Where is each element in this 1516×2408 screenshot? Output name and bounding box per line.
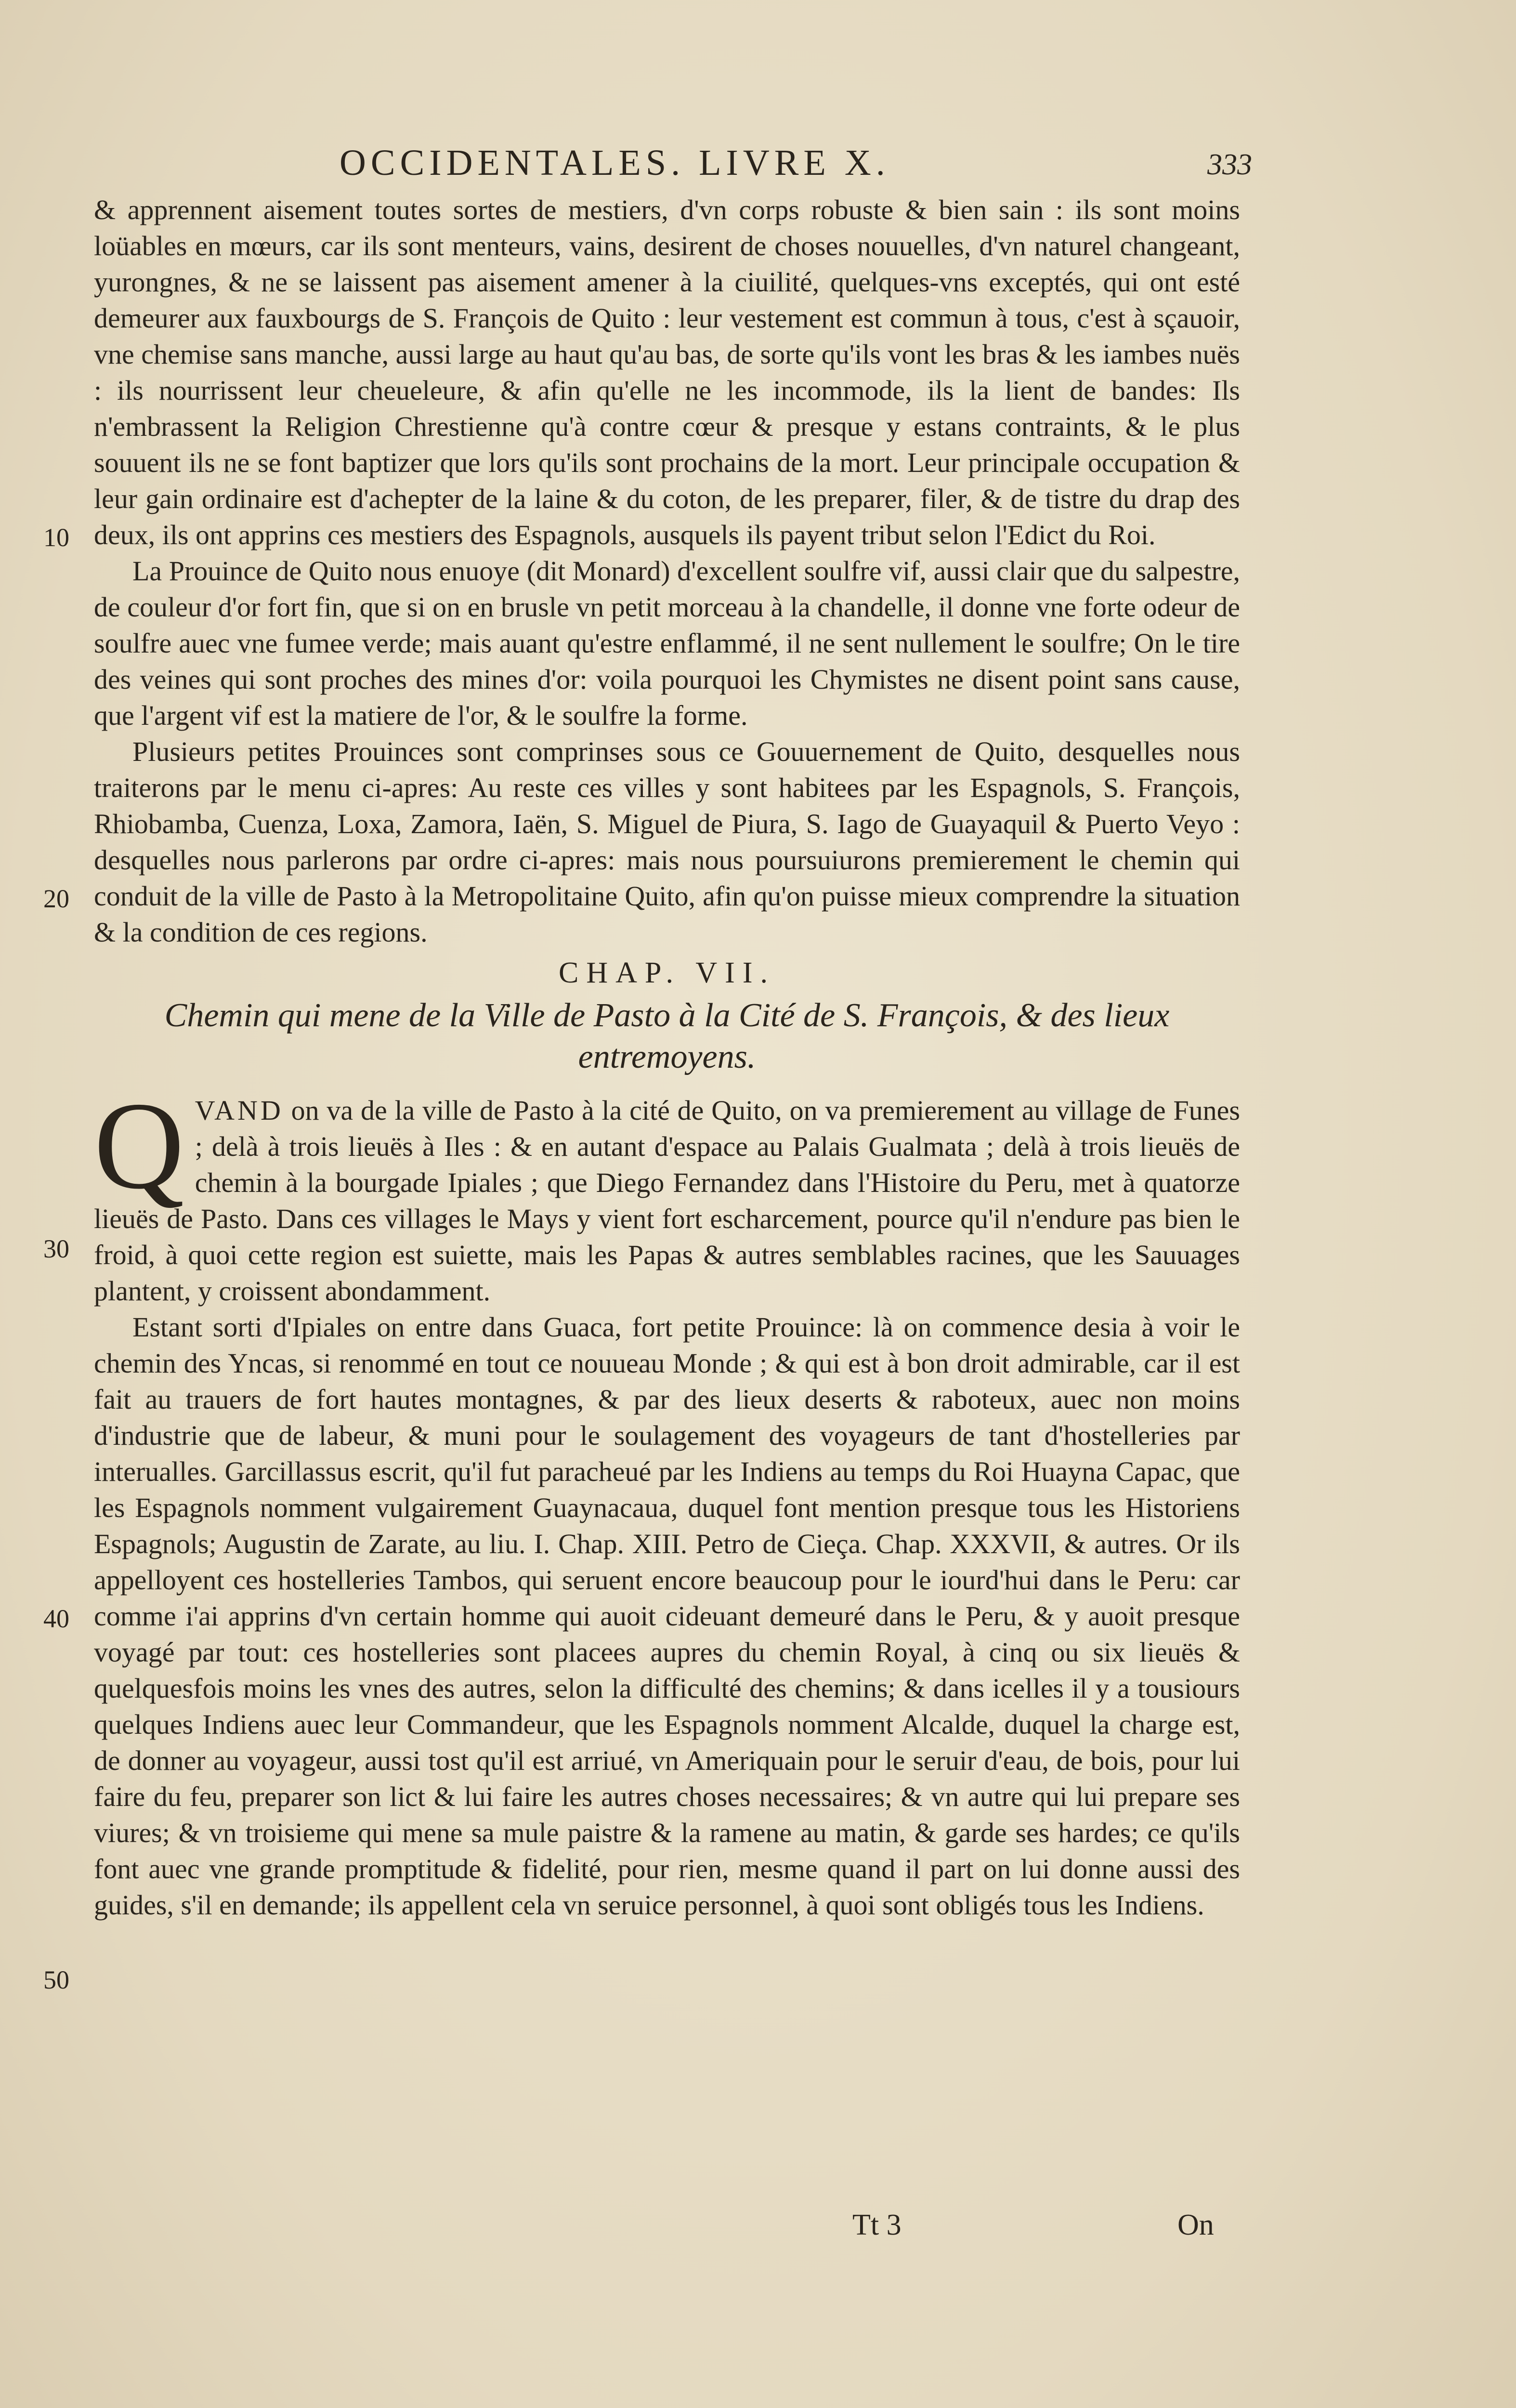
line-number: 50 [43,1965,69,1994]
line-number: 30 [43,1234,69,1263]
line-number: 10 [43,523,69,552]
body-text [94,192,1240,1923]
page-header [96,142,1252,185]
catchword: On [1177,2209,1214,2241]
paragraph: La Prouince de Quito nous enuoye (dit Monard) d'excellent soulfre vif, aussi clair que du salpestre, de couleur d'or fort fin, que si on en brusle vn petit morceau à la chandelle, il donne vne forte odeur de soulfre auec vne fumee verde; mais auant qu'estre enflammé, il ne sent nullement le soulfre; On le tire des veines qui sont proches des mines d'or: voila pourquoi les Chymistes ne disent point sans cause, que l'argent vif est la matiere de l'or, & le soulfre la forme. [94,555,1240,731]
line-number: 40 [43,1604,69,1633]
line-number: 20 [43,884,69,913]
chapter-title: Chemin qui mene de la Ville de Pasto à la Cité de S. François, & des lieux entremoyens. [164,997,1170,1075]
signature-mark: Tt 3 [852,2209,902,2241]
lead-word: VAND [195,1095,284,1126]
page-number: 333 [1207,148,1252,181]
drop-cap: Q [94,1076,184,1215]
paragraph: & apprennent aisement toutes sortes de mestiers, d'vn corps robuste & bien sain : ils sont moins loüables en mœurs, car ils sont menteurs, vains, desirent de choses nouuelles, d'vn naturel changeant, yurongnes, & ne se laissent pas aisement amener à la ciuilité, quelques-vns exceptés, qui ont esté demeurer aux fauxbourgs de S. François de Quito : leur vestement est commun à tous, c'est à sçauoir, vne chemise sans manche, aussi large au haut qu'au bas, de sorte qu'ils vont les bras & les iambes nuës : ils nourrissent leur cheueleure, & afin qu'elle ne les incommode, ils la lient de bandes: Ils n'embrassent la Religion Chrestienne qu'à contre cœur & presque y estans contraints, & le plus souuent ils ne se font baptizer que lors qu'ils sont prochains de la mort. Leur principale occupation & leur gain ordinaire est d'achepter de la laine & du coton, de les preparer, filer, & de tistre du drap des deux, ils ont apprins ces mestiers des Espagnols, ausquels ils payent tribut selon l'Edict du Roi. [94,194,1240,550]
paragraph [94,1076,1240,1309]
chapter-label: CHAP. VII. [559,956,775,989]
paragraph: Estant sorti d'Ipiales on entre dans Guaca, fort petite Prouince: là on commence desia à voir le chemin des Yncas, si renommé en tout ce nouueau Monde ; & qui est à bon droit admirable, car il est fait au trauers de fort hautes montagnes, & par des lieux deserts & raboteux, auec non moins d'industrie que de labeur, & muni pour le soulagement des voyageurs de tant d'hostelleries par interualles. Garcillassus escrit, qu'il fut paracheué par les Indiens au temps du Roi Huayna Capac, que les Espagnols nomment vulgairement Guaynacaua, duquel font mention presque tous les Historiens Espagnols; Augustin de Zarate, au liu. I. Chap. XIII. Petro de Cieça. Chap. XXXVII, & autres. Or ils appelloyent ces hostelleries Tambos, qui seruent encore beaucoup pour le iourd'hui dans le Peru: car comme i'ai apprins d'vn certain homme qui auoit cideuant demeuré dans le Peru, & y auoit presque voyagé par tout: ces hostelleries sont placees aupres du chemin Royal, à cinq ou six lieuës & quelquesfois moins les vnes des autres, selon la difficulté des chemins; & dans icelles il y a tousiours quelques Indiens auec leur Commandeur, que les Espagnols nomment Alcalde, duquel la charge est, de donner au voyageur, aussi tost qu'il est arriué, vn Ameriquain pour le seruir d'eau, de bois, pour lui faire du feu, preparer son lict & lui faire les autres choses necessaires; & vn autre qui lui prepare ses viures; & vn troisieme qui mene sa mule paistre & la ramene au matin, & garde ses hardes; ce qu'ils font auec vne grande promptitude & fidelité, pour rien, mesme quand il part on lui donne aussi des guides, s'il en demande; ils appellent cela vn seruice personnel, à quoi sont obligés tous les Indiens. [94,1311,1240,1921]
running-title: OCCIDENTALES. LIVRE X. [340,143,890,183]
paragraph-text: on va de la ville de Pasto à la cité de Quito, on va premierement au village de Funes ; delà à trois lieuës à Iles : & en autant d'espace au Palais Gualmata ; delà à trois lieuës de chemin à la bourgade Ipiales ; que Diego Fernandez dans l'Histoire du Peru, met à quatorze lieuës de Pasto. Dans ces villages le Mays y vient fort escharcement, pource qu'il n'endure pas bien le froid, à quoi cette region est suiette, mais les Papas & autres semblables racines, que les Sauuages plantent, y croissent abondamment. [94,1095,1240,1307]
paragraph: Plusieurs petites Prouinces sont comprinses sous ce Gouuernement de Quito, desquelles nous traiterons par le menu ci-apres: Au reste ces villes y sont habitees par les Espagnols, S. François, Rhiobamba, Cuenza, Loxa, Zamora, Iaën, S. Miguel de Piura, S. Iago de Guayaquil & Puerto Veyo : desquelles nous parlerons par ordre ci-apres: mais nous poursuiurons premierement le chemin qui conduit de la ville de Pasto à la Metropolitaine Quito, afin qu'on puisse mieux comprendre la situation & la condition de ces regions. [94,736,1240,948]
